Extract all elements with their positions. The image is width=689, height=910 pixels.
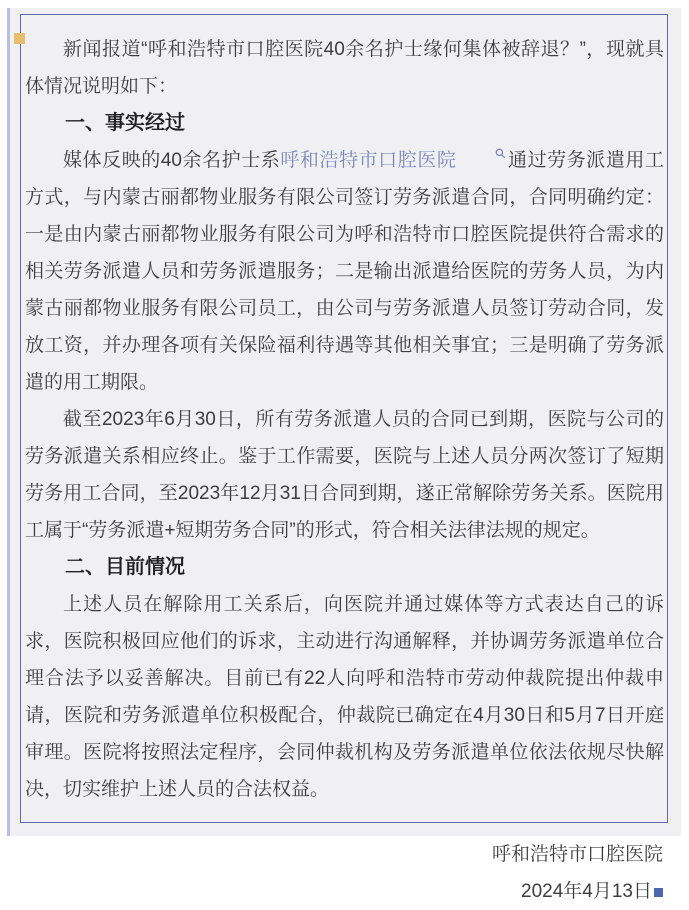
intro-paragraph: 新闻报道“呼和浩特市口腔医院40余名护士缘何集体被辞退？”，现就具体情况说明如下： — [25, 39, 664, 97]
status-paragraph: 上述人员在解除用工关系后，向医院并通过媒体等方式表达自己的诉求，医院积极回应他们的诉求，主动进行沟通解释，并协调劳务派遣单位合理合法予以妥善解决。目前已有22人向呼和浩特市劳动仲裁院提出仲裁申请，医院和劳务派遣单位积极配合，仲裁院已确定在4月30日和5月7日开庭审理。医院将按照法定程序，会同仲裁机构及劳务派遣单位依法依规尽快解决，切实维护上述人员的合法权益。 — [25, 594, 664, 800]
signature-block — [25, 836, 664, 910]
hospital-link-label: 呼和浩特市口腔医院 — [280, 150, 457, 171]
facts-paragraph-1-prefix: 媒体反映的40余名护士系 — [63, 150, 281, 171]
signature-date: 2024年4月13日 — [521, 881, 652, 902]
search-icon — [457, 148, 506, 159]
statement-box — [20, 14, 668, 902]
article-panel — [7, 8, 681, 902]
section-heading-status: 二、目前情况 — [65, 556, 185, 578]
hospital-entity-link[interactable] — [280, 150, 507, 171]
signature-date-line — [25, 873, 663, 910]
signature-name: 呼和浩特市口腔医院 — [491, 844, 663, 865]
facts-paragraph-1 — [25, 142, 664, 401]
section-heading-facts: 一、事实经过 — [65, 112, 185, 134]
facts-paragraph-2: 截至2023年6月30日，所有劳务派遣人员的合同已到期，医院与公司的劳务派遣关系相应终止。鉴于工作需要，医院与上述人员分两次签订了短期劳务用工合同，至2023年12月31日合同到期，遂正常解除劳务关系。医院用工属于“劳务派遣+短期劳务合同”的形式，符合相关法律法规的规定。 — [25, 409, 664, 541]
article-start-marker-icon — [14, 33, 25, 44]
article-end-marker-icon — [654, 888, 663, 897]
facts-paragraph-1-suffix: 通过劳务派遣用工方式，与内蒙古丽都物业服务有限公司签订劳务派遣合同，合同明确约定：一是由内蒙古丽都物业服务有限公司为呼和浩特市口腔医院提供符合需求的相关劳务派遣人员和劳务派遣服务；二是输出派遣给医院的劳务人员，为内蒙古丽都物业服务有限公司员工，由公司与劳务派遣人员签订劳动合同，发放工资，并办理各项有关保险福利待遇等其他相关事宜；三是明确了劳务派遣的用工期限。 — [25, 150, 664, 393]
